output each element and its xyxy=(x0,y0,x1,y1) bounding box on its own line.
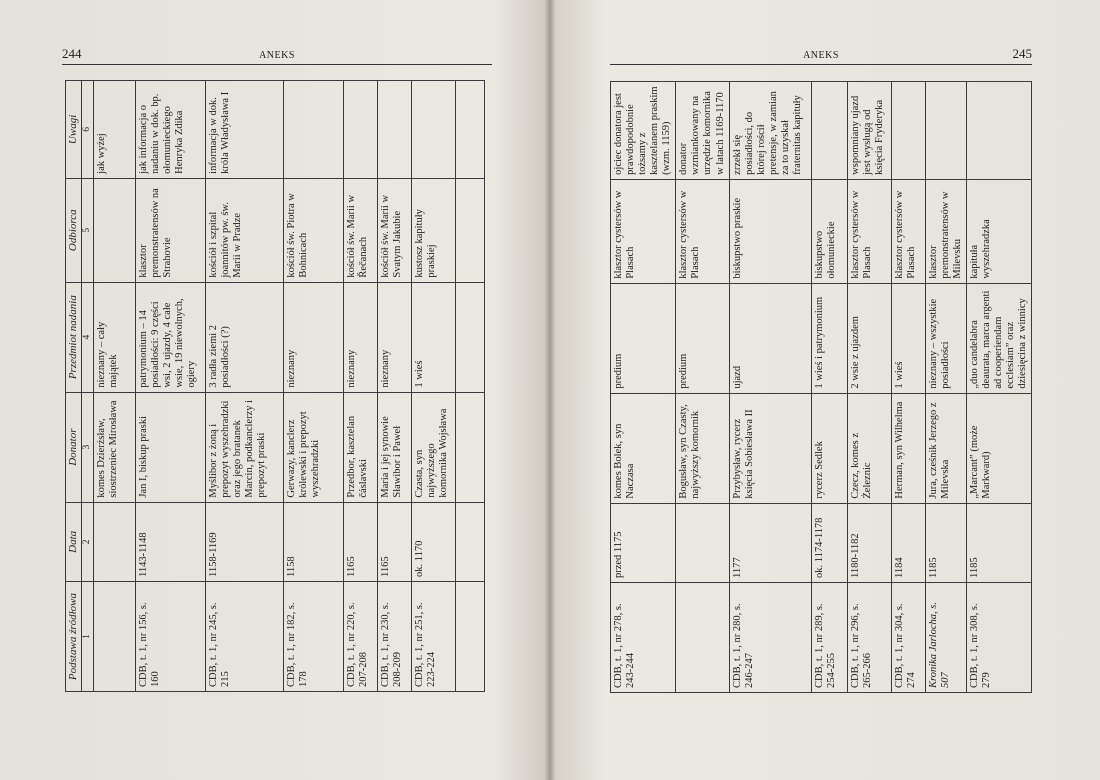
recipient-cell: kościół św. Marii w Řečanach xyxy=(343,178,377,282)
left-running-header xyxy=(62,46,492,65)
right-rotated-table-wrapper xyxy=(610,81,1032,693)
notes-cell: jak wyżej xyxy=(93,81,135,179)
source-cell: CDB, t. 1, nr 245, s. 215 xyxy=(205,582,283,692)
source-cell: CDB, t. 1, nr 278, s. 243-244 xyxy=(611,583,676,693)
donor-cell: Myślibor z żoną i prepozyt wyszehradzki oraz jego bratanek Marcin, podkanclerzy i prepozyt praski xyxy=(205,392,283,502)
donor-cell: Przedbor, kasztelan čáslavski xyxy=(343,392,377,502)
table-row xyxy=(343,81,377,692)
column-header: Data xyxy=(66,502,82,581)
recipient-cell: kapituła wyszehradzka xyxy=(966,179,1031,283)
date-cell: ok. 1170 xyxy=(411,502,455,581)
running-head: ANEKS xyxy=(803,50,839,61)
recipient-cell: kościół św. Marii w Svatym Jakubie xyxy=(377,178,411,282)
date-cell: 1165 xyxy=(377,502,411,581)
donor-cell: Maria i jej synowie Sławibor i Paweł xyxy=(377,392,411,502)
source-cell: Kronika Jarlocha, s. 507 xyxy=(925,583,966,693)
table-row xyxy=(411,81,455,692)
table-header-row xyxy=(66,81,82,692)
donor-cell: komes Dzierżsław, siostrzeniec Mirosława xyxy=(93,392,135,502)
source-cell: CDB, t. 1, nr 289, s. 254-255 xyxy=(811,583,847,693)
date-cell: 1185 xyxy=(925,503,966,582)
recipient-cell: klasztor cystersów w Plasach xyxy=(676,179,729,283)
page-number: 245 xyxy=(1012,46,1032,61)
table-row xyxy=(135,81,205,692)
table-row xyxy=(377,81,411,692)
donor-cell: Jan I, biskup praski xyxy=(135,392,205,502)
column-number: 6 xyxy=(81,81,93,179)
right-page xyxy=(550,0,1100,780)
source-cell xyxy=(93,582,135,692)
table-row xyxy=(283,81,343,692)
object-cell: nieznany xyxy=(377,282,411,392)
recipient-cell: klasztor premonstratensów na Strahovie xyxy=(135,178,205,282)
table-row xyxy=(925,82,966,693)
right-running-header xyxy=(610,46,1032,65)
table-row xyxy=(676,82,729,693)
recipient-cell: kościół i szpital joannitów pw. św. Marii w Pradze xyxy=(205,178,283,282)
donor-cell: Bogusław, syn Czasty, najwyższy komornik xyxy=(676,393,729,503)
donations-table-left xyxy=(65,80,485,692)
notes-cell xyxy=(377,81,411,179)
object-cell: ujazd xyxy=(729,283,811,393)
source-cell: CDB, t. 1, nr 304, s. 274 xyxy=(891,583,925,693)
notes-cell xyxy=(411,81,455,179)
donations-table-right xyxy=(610,81,1032,693)
object-cell: predium xyxy=(676,283,729,393)
column-header: Odbiorca xyxy=(66,178,82,282)
page-number: 244 xyxy=(62,46,82,61)
date-cell: 1184 xyxy=(891,503,925,582)
date-cell: ok. 1174-1178 xyxy=(811,503,847,582)
column-header: Donator xyxy=(66,392,82,502)
object-cell: nieznany – wszystkie posiadłości xyxy=(925,283,966,393)
notes-cell: zrzekł się posiadłości, do której rościł pretensje, w zamian za to uzyskał fraternitas kapituły xyxy=(729,82,811,180)
table-row xyxy=(966,82,1031,693)
donor-cell: Herman, syn Wilhelma xyxy=(891,393,925,503)
object-cell: patrymonium – 14 posiadłości: 9 części wsi, 2 ujazdy, 4 całe wsie, 19 niewolnych, ogiery xyxy=(135,282,205,392)
object-cell: „duo candelabra deaurata, marca argenti ad cooperiendam ecclesiam” oraz dziesięcina z winnicy xyxy=(966,283,1031,393)
notes-cell xyxy=(283,81,343,179)
date-cell: przed 1175 xyxy=(611,503,676,582)
column-number: 4 xyxy=(81,282,93,392)
recipient-cell xyxy=(93,178,135,282)
object-cell: 3 radła ziemi 2 posiadłości (?) xyxy=(205,282,283,392)
source-cell xyxy=(676,583,729,693)
recipient-cell: biskupstwo ołomunieckie xyxy=(811,179,847,283)
recipient-cell: klasztor cystersów w Plasach xyxy=(891,179,925,283)
recipient-cell: kustosz kapituły praskiej xyxy=(411,178,455,282)
recipient-cell: klasztor cystersów w Plasach xyxy=(611,179,676,283)
notes-cell xyxy=(343,81,377,179)
notes-cell: donator wzmiankowany na urzędzie komornika w latach 1169-1170 xyxy=(676,82,729,180)
recipient-cell: biskupstwo praskie xyxy=(729,179,811,283)
object-cell: nieznany – cały majątek xyxy=(93,282,135,392)
notes-cell xyxy=(966,82,1031,180)
source-cell: CDB, t. 1, nr 280, s. 246-247 xyxy=(729,583,811,693)
column-number: 2 xyxy=(81,502,93,581)
table-row xyxy=(611,82,676,693)
donor-cell: Czasta, syn najwyższego komornika Wojsława xyxy=(411,392,455,502)
donor-cell: Jura, cześnik Jerzego z Milevska xyxy=(925,393,966,503)
date-cell xyxy=(676,503,729,582)
column-number: 3 xyxy=(81,392,93,502)
date-cell: 1177 xyxy=(729,503,811,582)
donor-cell: „Marcant” (może Markward) xyxy=(966,393,1031,503)
donor-cell: Przybysław, rycerz księcia Sobiesława II xyxy=(729,393,811,503)
notes-cell: jak informacja o nadaniu w dok. bp. ołomunieckiego Henryka Zdika xyxy=(135,81,205,179)
source-cell: CDB, t. 1, nr 156, s. 160 xyxy=(135,582,205,692)
date-cell: 1158 xyxy=(283,502,343,581)
notes-cell: ojciec donatora jest prawdopodobnie tożsamy z kasztelanem praskim (wzm. 1159) xyxy=(611,82,676,180)
table-row xyxy=(891,82,925,693)
table-row xyxy=(93,81,135,692)
notes-cell: informacja w dok. króla Władysława I xyxy=(205,81,283,179)
object-cell: nieznany xyxy=(343,282,377,392)
source-cell: CDB, t. 1, nr 308, s. 279 xyxy=(966,583,1031,693)
table-row xyxy=(729,82,811,693)
object-cell: predium xyxy=(611,283,676,393)
notes-cell xyxy=(811,82,847,180)
recipient-cell: klasztor premonstratensów w Milevsku xyxy=(925,179,966,283)
column-header: Przedmiot nadania xyxy=(66,282,82,392)
column-number: 1 xyxy=(81,582,93,692)
running-head: ANEKS xyxy=(259,50,295,61)
recipient-cell: kościół św. Piotra w Bohnicach xyxy=(283,178,343,282)
date-cell: 1185 xyxy=(966,503,1031,582)
date-cell: 1143-1148 xyxy=(135,502,205,581)
object-cell: 1 wieś i patrymonium xyxy=(811,283,847,393)
source-cell: CDB, t. 1, nr 182, s. 178 xyxy=(283,582,343,692)
object-cell: 1 wieś xyxy=(891,283,925,393)
notes-cell: wspomniany ujazd jest wysługą od księcia Fryderyka xyxy=(847,82,891,180)
source-cell: CDB, t. 1, nr 251, s. 223-224 xyxy=(411,582,455,692)
recipient-cell: klasztor cystersów w Plasach xyxy=(847,179,891,283)
date-cell xyxy=(93,502,135,581)
table-row xyxy=(847,82,891,693)
notes-cell xyxy=(925,82,966,180)
source-cell: CDB, t. 1, nr 220, s. 207-208 xyxy=(343,582,377,692)
column-header: Uwagi xyxy=(66,81,82,179)
source-cell: CDB, t. 1, nr 296, s. 265-266 xyxy=(847,583,891,693)
donor-cell: rycerz Sedlek xyxy=(811,393,847,503)
table-row xyxy=(811,82,847,693)
table-row xyxy=(205,81,283,692)
source-cell: CDB, t. 1, nr 230, s. 208-209 xyxy=(377,582,411,692)
donor-cell: Czecz, komes z Żeleznic xyxy=(847,393,891,503)
column-header: Podstawa źródłowa xyxy=(66,582,82,692)
column-number: 5 xyxy=(81,178,93,282)
object-cell: 2 wsie z ujazdem xyxy=(847,283,891,393)
date-cell: 1158-1169 xyxy=(205,502,283,581)
table-filler-row xyxy=(455,81,484,692)
date-cell: 1165 xyxy=(343,502,377,581)
column-number-row xyxy=(81,81,93,692)
object-cell: nieznany xyxy=(283,282,343,392)
date-cell: 1180-1182 xyxy=(847,503,891,582)
object-cell: 1 wieś xyxy=(411,282,455,392)
donor-cell: komes Bolek, syn Naczasa xyxy=(611,393,676,503)
notes-cell xyxy=(891,82,925,180)
left-rotated-table-wrapper xyxy=(65,80,485,692)
donor-cell: Gerwazy, kanclerz królewski i prepozyt wyszehradzki xyxy=(283,392,343,502)
